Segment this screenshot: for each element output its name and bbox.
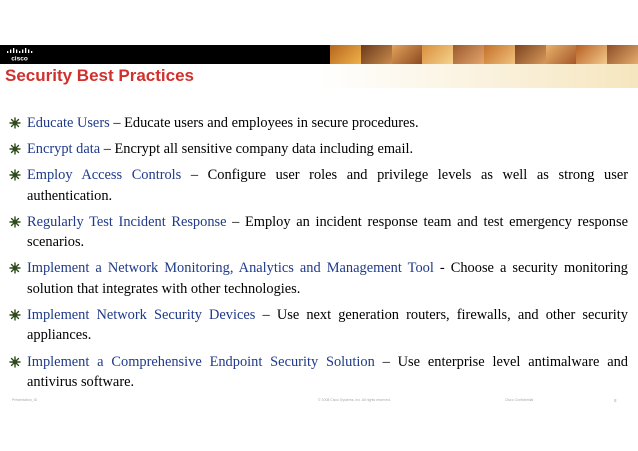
starburst-bullet-icon — [9, 117, 21, 129]
photo-tile — [422, 45, 453, 64]
list-item — [9, 113, 628, 134]
photo-tile — [361, 45, 392, 64]
photo-tile — [330, 45, 361, 64]
page-title: Security Best Practices — [5, 66, 194, 85]
starburst-bullet-icon — [9, 309, 21, 321]
starburst-bullet-icon — [9, 262, 21, 274]
bullet-text: – Configure user roles and privilege levels as well as strong user authentication. — [27, 167, 629, 204]
bullet-list — [9, 113, 628, 398]
footer-presentation-id: Presentation_ID — [12, 398, 38, 402]
page-number: 8 — [614, 398, 617, 403]
list-item — [9, 258, 628, 299]
photo-tile — [392, 45, 423, 64]
bullet-text: - Choose a security monitoring solution that integrates with other technologies. — [27, 260, 629, 297]
photo-tile — [607, 45, 638, 64]
bullet-text: – Educate users and employees in secure procedures. — [109, 115, 419, 131]
photo-tile — [484, 45, 515, 64]
bullet-text: – Encrypt all sensitive company data including email. — [100, 141, 414, 158]
bullet-term: Employ Access Controls — [27, 167, 182, 184]
photo-tile — [546, 45, 577, 64]
list-item — [9, 165, 628, 206]
bullet-term: Educate Users — [27, 115, 110, 131]
list-item — [9, 305, 628, 346]
photo-tile — [453, 45, 484, 64]
list-item — [9, 139, 628, 160]
cisco-logo — [4, 48, 38, 62]
bullet-term: Regularly Test Incident Response — [27, 213, 227, 230]
starburst-bullet-icon — [9, 169, 21, 181]
bullet-text: – Use next generation routers, firewalls, and other security appliances. — [27, 306, 628, 344]
bullet-text: – Use enterprise level antimalware and antivirus software. — [27, 353, 628, 391]
footer-confidential: Cisco Confidential — [505, 398, 534, 402]
photo-tile — [576, 45, 607, 64]
bullet-text: – Employ an incident response team and test emergency response scenarios. — [27, 213, 628, 251]
photo-tile — [515, 45, 546, 64]
bullet-term: Implement a Comprehensive Endpoint Security Solution — [27, 353, 375, 370]
footer-copyright: © 2008 Cisco Systems, Inc. All rights reserved. — [318, 398, 391, 402]
starburst-bullet-icon — [9, 143, 21, 155]
bullet-term: Implement a Network Monitoring, Analytics and Management Tool — [27, 260, 434, 277]
list-item — [9, 352, 628, 393]
list-item — [9, 212, 628, 253]
cisco-logo-wordmark: cisco — [11, 55, 28, 62]
starburst-bullet-icon — [9, 216, 21, 228]
starburst-bullet-icon — [9, 356, 21, 368]
bullet-term: Encrypt data — [27, 141, 101, 158]
bullet-term: Implement Network Security Devices — [27, 306, 256, 323]
header-photo-strip — [330, 45, 638, 64]
